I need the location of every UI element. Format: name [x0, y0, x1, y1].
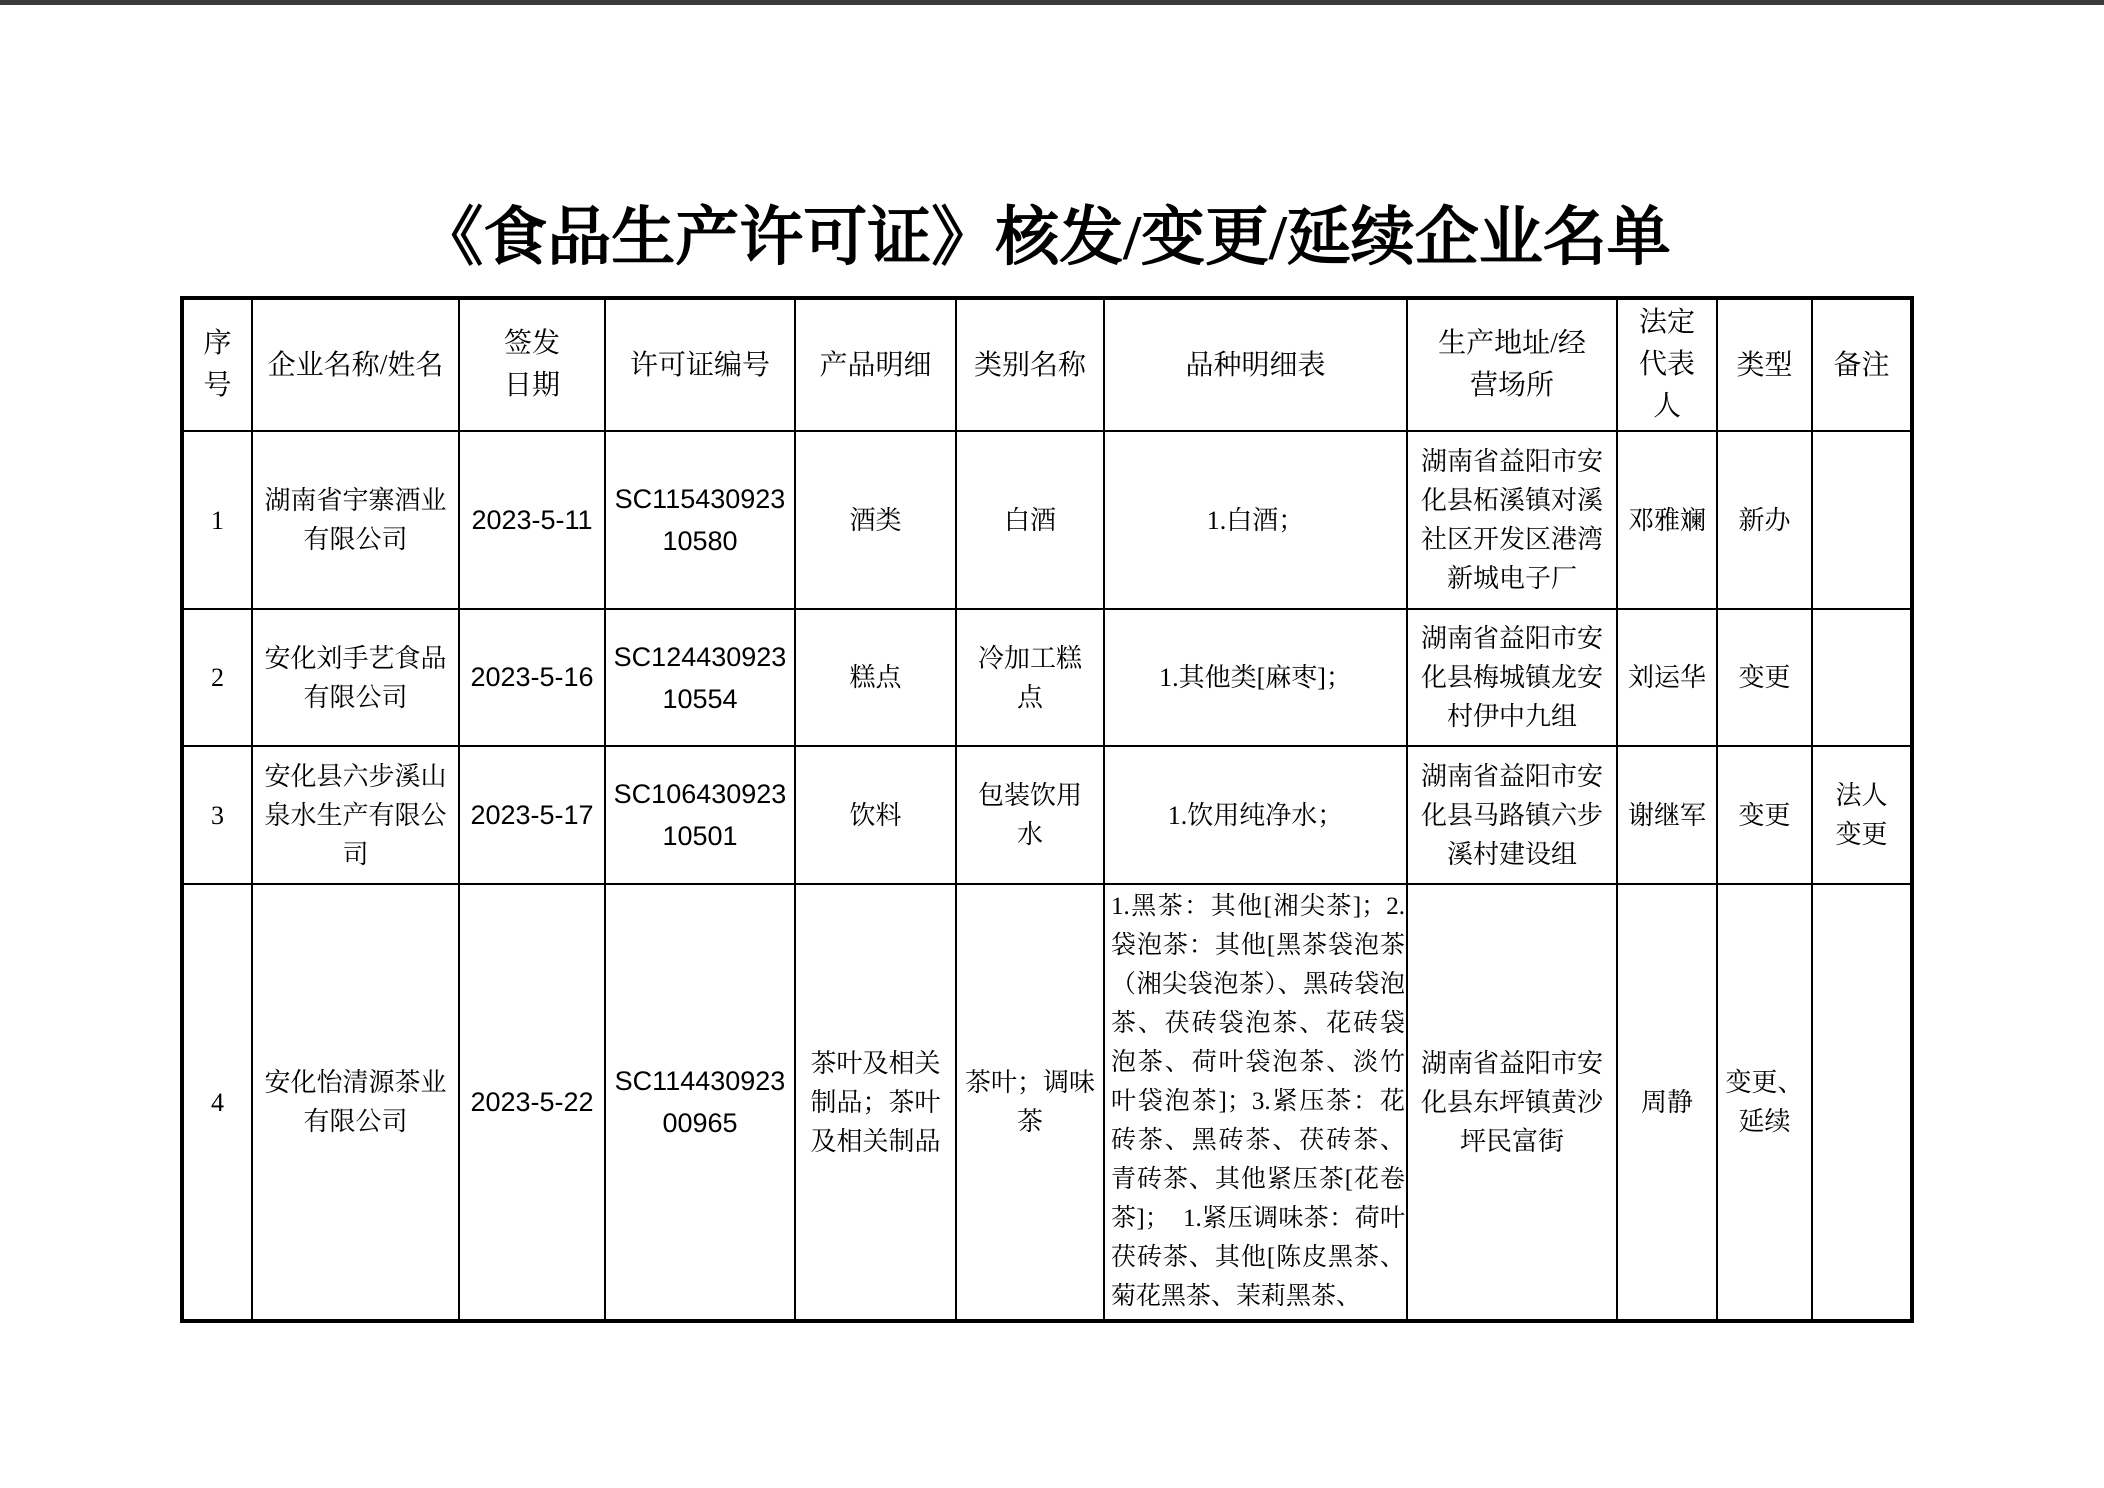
table-row: [182, 609, 1912, 746]
cell-issue-date: 2023-5-17: [459, 746, 605, 884]
cell-address: 湖南省益阳市安化县柘溪镇对溪社区开发区港湾新城电子厂: [1407, 431, 1617, 609]
table-row: [182, 884, 1912, 1321]
window-top-edge: [0, 0, 2104, 5]
table-row: [182, 746, 1912, 884]
cell-legal-rep: 周静: [1617, 884, 1717, 1321]
col-header-name: [252, 298, 459, 431]
cell-category: 包装饮用水: [956, 746, 1104, 884]
cell-legal-rep: 谢继军: [1617, 746, 1717, 884]
cell-name: 安化刘手艺食品有限公司: [252, 609, 459, 746]
col-header-remark-label: 备注: [1833, 349, 1890, 381]
col-header-license-no: [605, 298, 795, 431]
cell-type: 新办: [1717, 431, 1812, 609]
col-header-product: [795, 298, 956, 431]
cell-license-no: SC11443092300965: [605, 884, 795, 1321]
col-header-type-label: 类型: [1736, 349, 1793, 381]
cell-issue-date: 2023-5-22: [459, 884, 605, 1321]
col-header-name-label: 企业名称/姓名: [267, 349, 444, 381]
cell-license-no: SC12443092310554: [605, 609, 795, 746]
col-header-category: [956, 298, 1104, 431]
col-header-remark: [1812, 298, 1912, 431]
col-header-address-label: 生产地址/经营场所: [1438, 328, 1586, 401]
cell-remark: 法人变更: [1812, 746, 1912, 884]
col-header-seq: [182, 298, 252, 431]
col-header-issue-date: [459, 298, 605, 431]
cell-varieties: 1.饮用纯净水；: [1104, 746, 1407, 884]
cell-category: 白酒: [956, 431, 1104, 609]
cell-issue-date: 2023-5-11: [459, 431, 605, 609]
cell-remark: [1812, 884, 1912, 1321]
cell-seq: 1: [182, 431, 252, 609]
cell-varieties: 1.黑茶：其他[湘尖茶]；2.袋泡茶：其他[黑茶袋泡茶（湘尖袋泡茶）、黑砖袋泡茶、茯砖袋泡茶、花砖袋泡茶、荷叶袋泡茶、淡竹叶袋泡茶]；3.紧压茶：花砖茶、黑砖茶、茯砖茶、青砖茶、其他紧压茶[花卷茶]； 1.紧压调味茶：荷叶茯砖茶、其他[陈皮黑茶、菊花黑茶、茉莉黑茶、: [1104, 884, 1407, 1321]
col-header-varieties: [1104, 298, 1407, 431]
col-header-issue-date-label: 签发日期: [503, 328, 560, 401]
cell-address: 湖南省益阳市安化县梅城镇龙安村伊中九组: [1407, 609, 1617, 746]
cell-name: 安化怡清源茶业有限公司: [252, 884, 459, 1321]
col-header-category-label: 类别名称: [973, 349, 1086, 381]
cell-seq: 4: [182, 884, 252, 1321]
cell-legal-rep: 刘运华: [1617, 609, 1717, 746]
header-row: [182, 298, 1912, 431]
cell-license-no: SC10643092310501: [605, 746, 795, 884]
cell-varieties: 1.其他类[麻枣]；: [1104, 609, 1407, 746]
cell-address: 湖南省益阳市安化县东坪镇黄沙坪民富街: [1407, 884, 1617, 1321]
col-header-license-no-label: 许可证编号: [629, 349, 770, 381]
cell-legal-rep: 邓雅斓: [1617, 431, 1717, 609]
col-header-legal-rep: [1617, 298, 1717, 431]
license-table: [180, 296, 1914, 1323]
cell-remark: [1812, 609, 1912, 746]
page-title: 《食品生产许可证》核发/变更/延续企业名单: [419, 202, 1671, 273]
cell-varieties: 1.白酒；: [1104, 431, 1407, 609]
cell-remark: [1812, 431, 1912, 609]
col-header-varieties-label: 品种明细表: [1185, 349, 1326, 381]
col-header-address: [1407, 298, 1617, 431]
cell-category: 茶叶；调味茶: [956, 884, 1104, 1321]
cell-seq: 3: [182, 746, 252, 884]
cell-product: 糕点: [795, 609, 956, 746]
cell-license-no: SC11543092310580: [605, 431, 795, 609]
cell-type: 变更: [1717, 746, 1812, 884]
cell-product: 饮料: [795, 746, 956, 884]
cell-type: 变更、延续: [1717, 884, 1812, 1321]
cell-issue-date: 2023-5-16: [459, 609, 605, 746]
cell-address: 湖南省益阳市安化县马路镇六步溪村建设组: [1407, 746, 1617, 884]
col-header-legal-rep-label: 法定代表人: [1638, 307, 1695, 422]
cell-type: 变更: [1717, 609, 1812, 746]
cell-seq: 2: [182, 609, 252, 746]
table-row: [182, 431, 1912, 609]
cell-name: 安化县六步溪山泉水生产有限公司: [252, 746, 459, 884]
col-header-type: [1717, 298, 1812, 431]
cell-product: 茶叶及相关制品；茶叶及相关制品: [795, 884, 956, 1321]
col-header-product-label: 产品明细: [819, 349, 932, 381]
col-header-seq-label: 序号: [203, 328, 232, 401]
cell-category: 冷加工糕点: [956, 609, 1104, 746]
cell-product: 酒类: [795, 431, 956, 609]
cell-name: 湖南省宇寨酒业有限公司: [252, 431, 459, 609]
